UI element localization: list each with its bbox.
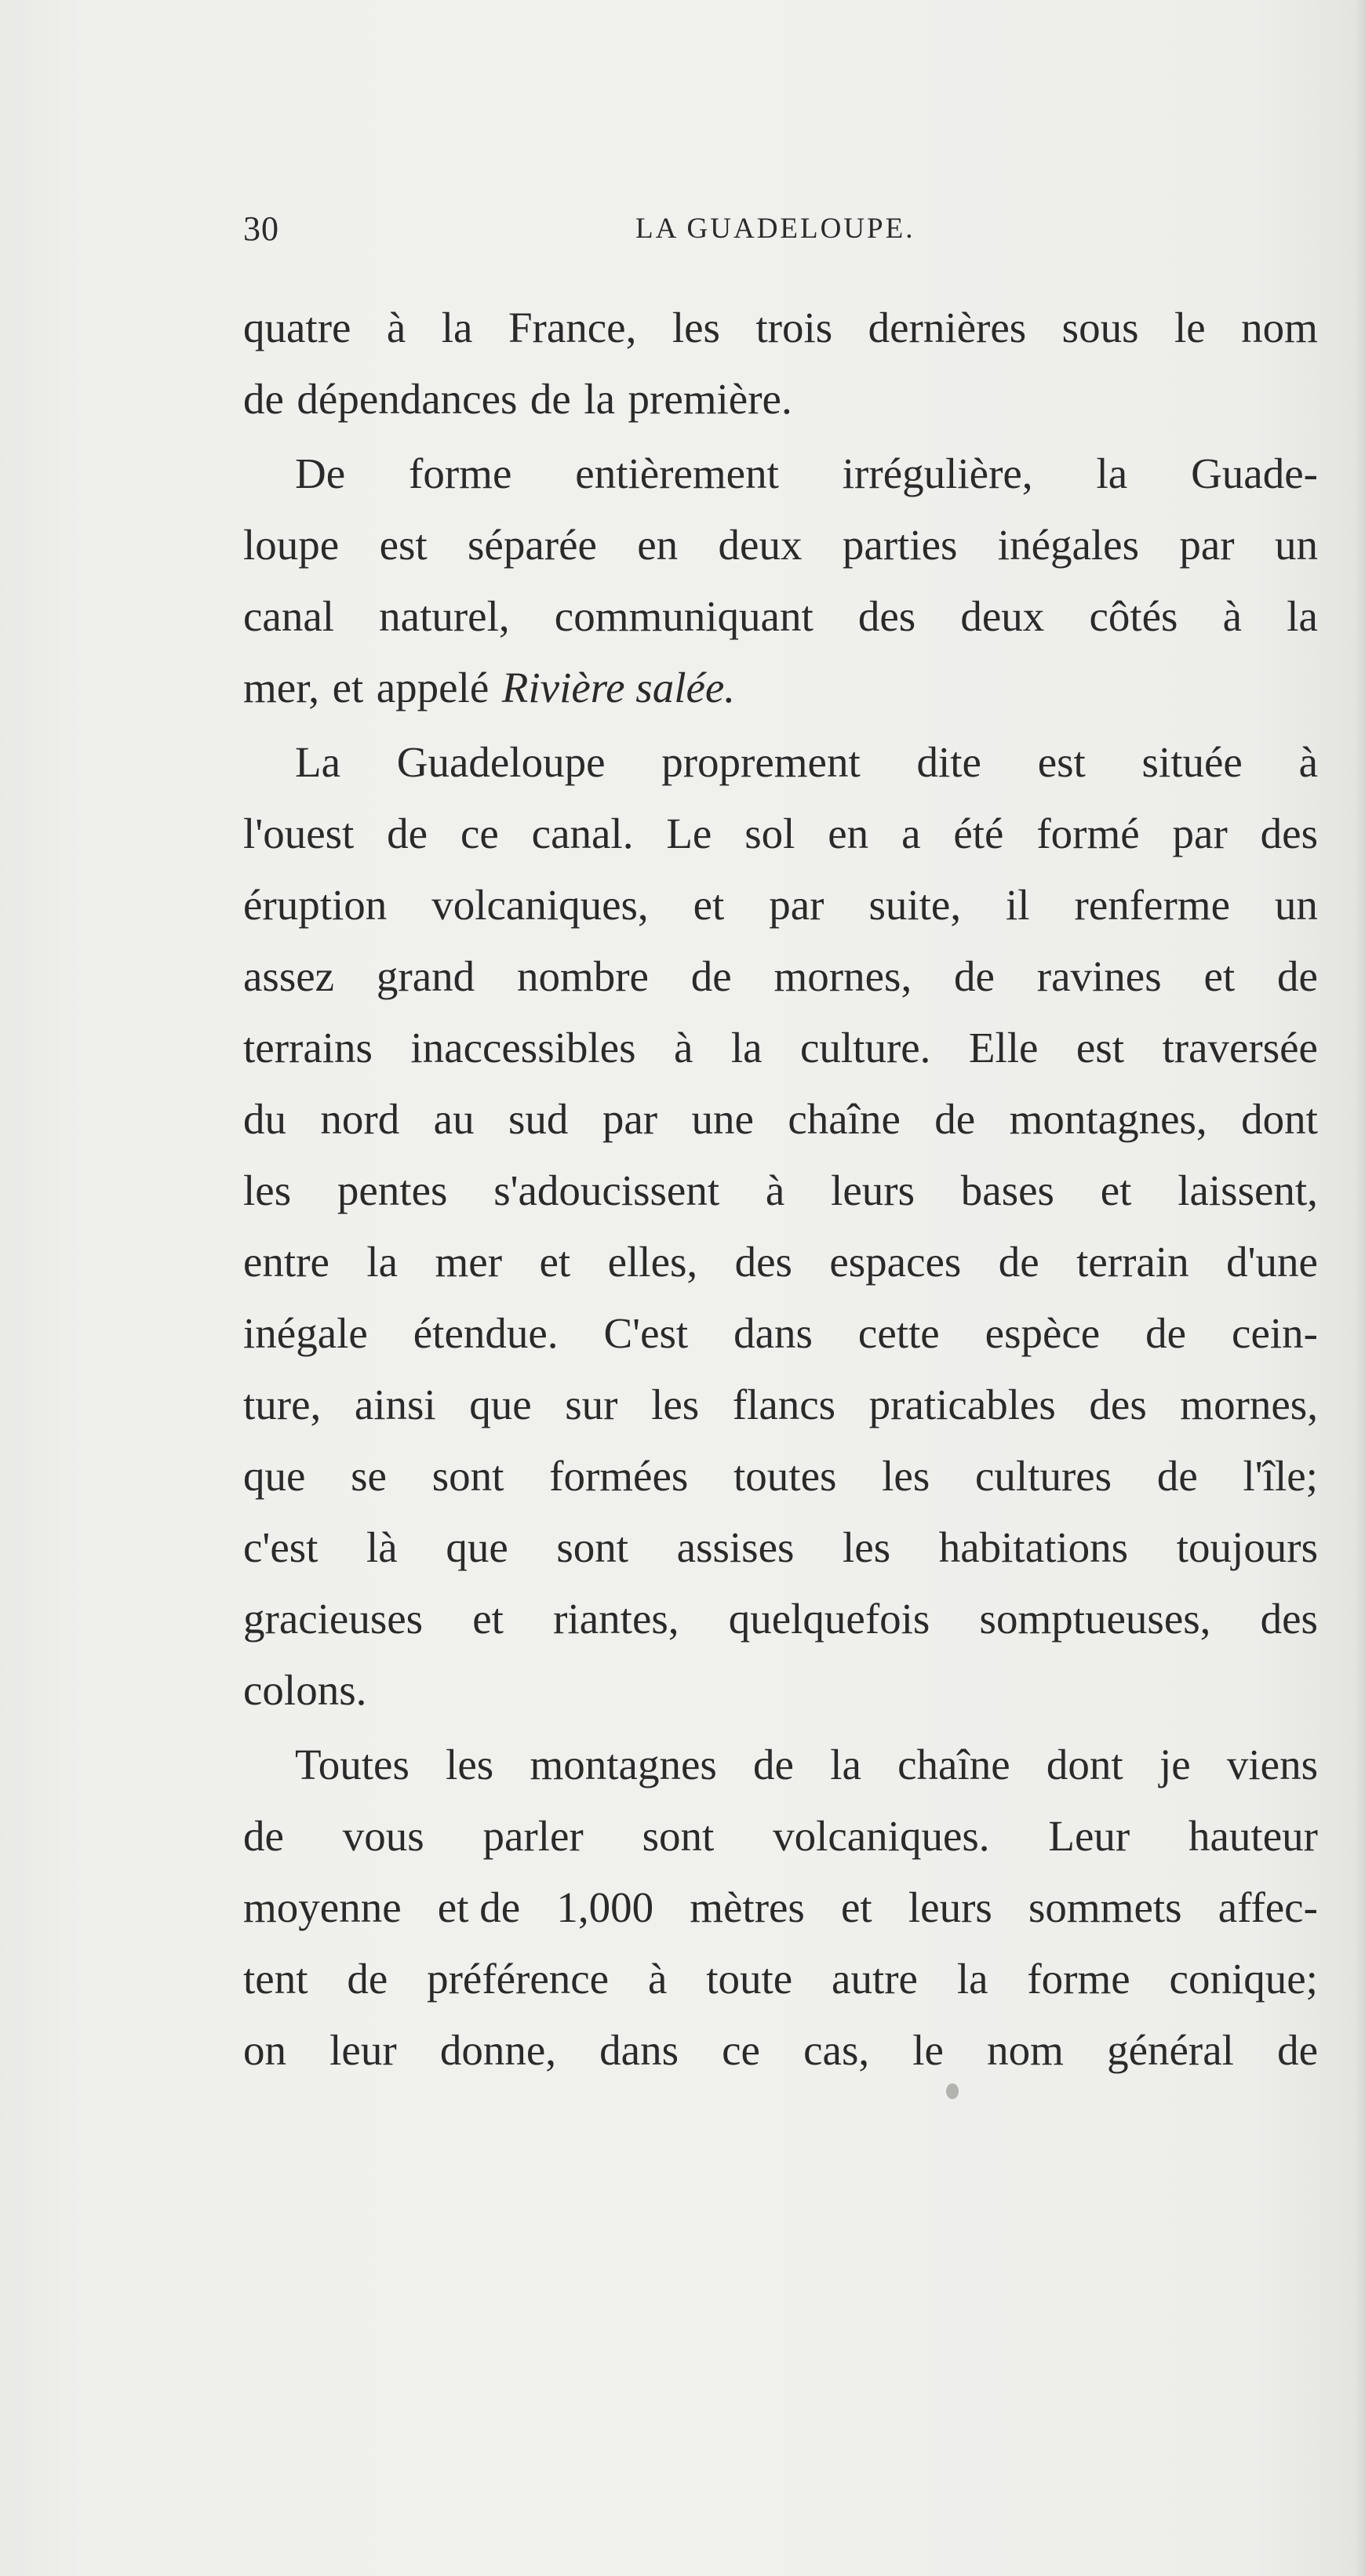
text-line — [243, 1083, 1318, 1155]
running-head — [243, 206, 1318, 253]
word: de — [934, 1095, 976, 1143]
word: il — [1006, 881, 1030, 929]
word: par — [602, 1095, 658, 1143]
word: dite — [916, 738, 981, 786]
text-line — [243, 1800, 1318, 1872]
word: leur — [329, 2026, 397, 2074]
word: sommets — [1028, 1883, 1182, 1931]
word: toujours — [1176, 1523, 1318, 1571]
word: été — [953, 810, 1004, 857]
word: assez — [243, 952, 335, 1000]
word: mer — [435, 1238, 503, 1286]
word: toutes — [733, 1452, 837, 1500]
word: nombre — [516, 952, 649, 1000]
word: habitations — [938, 1523, 1129, 1571]
word: inégale — [243, 1309, 368, 1357]
word: a — [901, 810, 921, 857]
word: de — [243, 375, 284, 423]
word: volcaniques. — [773, 1812, 990, 1860]
text-line — [243, 1872, 1318, 1943]
word: trois — [755, 304, 833, 351]
word: de — [690, 952, 732, 1000]
word: autre — [832, 1955, 918, 2003]
page-number: 30 — [243, 209, 279, 248]
word: volcaniques, — [431, 881, 649, 929]
word: les — [651, 1381, 700, 1428]
word: leurs — [831, 1166, 915, 1214]
word: le — [1174, 304, 1206, 351]
word: praticables — [868, 1381, 1056, 1428]
word: là — [366, 1523, 398, 1571]
word: naturel, — [379, 592, 510, 640]
word: la — [830, 1741, 861, 1788]
word: proprement — [661, 738, 861, 786]
word: sud — [508, 1095, 569, 1143]
word: donne, — [439, 2026, 556, 2074]
word: et — [693, 881, 725, 929]
word: espèce — [985, 1309, 1101, 1357]
text-line — [243, 652, 1318, 723]
word: suite, — [868, 881, 962, 929]
word: par — [1172, 810, 1228, 857]
word: de — [1156, 1452, 1198, 1500]
word: la — [1096, 449, 1128, 497]
word: Guade- — [1191, 449, 1318, 497]
word: l'île; — [1243, 1452, 1318, 1500]
text-line — [243, 869, 1318, 941]
word: à — [765, 1166, 785, 1214]
word: quelquefois — [728, 1595, 930, 1643]
text-line — [243, 1226, 1318, 1297]
text-line — [243, 363, 1318, 435]
text-line — [243, 292, 1318, 363]
word: sur — [565, 1381, 618, 1428]
word: la — [956, 1955, 988, 2003]
text-line — [243, 2014, 1318, 2086]
running-title: LA GUADELOUPE. — [635, 213, 915, 245]
word: à — [386, 304, 406, 351]
word: grand — [376, 952, 475, 1000]
word: ce — [460, 810, 499, 857]
word: est — [379, 521, 428, 569]
word: et — [841, 1883, 872, 1931]
word: colons. — [243, 1666, 367, 1714]
word: mornes, — [1180, 1381, 1318, 1428]
word: La — [295, 738, 341, 786]
word: sont — [556, 1523, 629, 1571]
word: flancs — [732, 1381, 836, 1428]
word: parler — [482, 1812, 584, 1860]
word: renferme — [1074, 881, 1230, 929]
word: séparée — [468, 521, 597, 569]
text-line — [243, 941, 1318, 1012]
word: en — [637, 521, 679, 569]
word: leurs — [908, 1883, 992, 1931]
word: 1,000 — [556, 1883, 654, 1931]
word: formées — [549, 1452, 689, 1500]
word: dépendances — [297, 375, 518, 423]
word: par — [1179, 521, 1235, 569]
word: dernières — [868, 304, 1027, 351]
word: de — [243, 1812, 284, 1860]
word: une — [691, 1095, 754, 1143]
word: chaîne — [788, 1095, 901, 1143]
word: les — [446, 1741, 494, 1788]
text-line — [243, 1297, 1318, 1369]
word: à — [1222, 592, 1243, 640]
word: des — [1260, 1595, 1318, 1643]
word: terrains — [243, 1024, 373, 1072]
word: du — [243, 1095, 286, 1143]
word: communiquant — [554, 592, 814, 640]
word: côtés — [1089, 592, 1178, 640]
text-line — [243, 580, 1318, 652]
word: canal — [243, 592, 335, 640]
text-line — [243, 509, 1318, 580]
word: de — [998, 1238, 1039, 1286]
word: laissent, — [1178, 1166, 1318, 1214]
word: cas, — [803, 2026, 870, 2074]
text-line — [243, 438, 1318, 509]
word: montagnes, — [1009, 1095, 1207, 1143]
word: la — [1287, 592, 1318, 640]
word: C'est — [603, 1309, 689, 1357]
word: préférence — [427, 1955, 610, 2003]
ink-speck — [946, 2083, 959, 2099]
word: à — [1298, 738, 1318, 786]
text-line — [243, 1155, 1318, 1226]
italic-term: Rivière salée. — [501, 664, 736, 711]
word: et de — [437, 1883, 521, 1931]
word: et — [332, 664, 364, 711]
word: et — [472, 1595, 504, 1643]
word: des — [734, 1238, 792, 1286]
word: est — [1076, 1024, 1125, 1072]
word: riantes, — [553, 1595, 679, 1643]
word: de — [347, 1955, 388, 2003]
word: Guadeloupe — [396, 738, 606, 786]
word: entièrement — [575, 449, 779, 497]
word: et — [1100, 1166, 1132, 1214]
word: chaîne — [897, 1741, 1010, 1788]
word: somptueuses, — [979, 1595, 1211, 1643]
word: s'adoucissent — [493, 1166, 720, 1214]
word: se — [351, 1452, 387, 1500]
word: la — [584, 375, 616, 423]
text-line — [243, 1512, 1318, 1583]
word: des — [857, 592, 916, 640]
word: hauteur — [1188, 1812, 1318, 1860]
word: cultures — [974, 1452, 1112, 1500]
word: nom — [1241, 304, 1318, 351]
word: les — [243, 1166, 292, 1214]
word: de — [1276, 952, 1318, 1000]
text-line — [243, 1654, 1318, 1726]
word: dont — [1046, 1741, 1123, 1788]
word: sol — [744, 810, 795, 857]
word: traversée — [1162, 1024, 1318, 1072]
word: en — [828, 810, 869, 857]
text-line — [243, 1369, 1318, 1440]
word: entre — [243, 1238, 329, 1286]
word: montagnes — [530, 1741, 717, 1788]
word: par — [769, 881, 824, 929]
word: bases — [960, 1166, 1054, 1214]
word: irrégulière, — [842, 449, 1033, 497]
text-line — [243, 1729, 1318, 1800]
word: située — [1141, 738, 1243, 786]
word: moyenne — [243, 1883, 402, 1931]
word: cette — [857, 1309, 940, 1357]
word: inégales — [997, 521, 1139, 569]
word: terrain — [1076, 1238, 1189, 1286]
word: la — [441, 304, 473, 351]
word: au — [433, 1095, 475, 1143]
word: nord — [320, 1095, 400, 1143]
page-edge-shadow — [1354, 0, 1365, 2576]
word: et — [539, 1238, 571, 1286]
word: dont — [1241, 1095, 1318, 1143]
word: mornes, — [774, 952, 912, 1000]
word: des — [1089, 1381, 1147, 1428]
word: c'est — [243, 1523, 318, 1571]
word: éruption — [243, 881, 388, 929]
word: que — [469, 1381, 532, 1428]
word: parties — [842, 521, 958, 569]
word: ture, — [243, 1381, 322, 1428]
text-line — [243, 798, 1318, 869]
word: loupe — [243, 521, 340, 569]
word: deux — [718, 521, 803, 569]
word: la — [730, 1024, 763, 1072]
word: la — [366, 1238, 399, 1286]
word: tent — [243, 1955, 308, 2003]
text-line — [243, 1440, 1318, 1512]
word: quatre — [243, 304, 351, 351]
word: inaccessibles — [410, 1024, 636, 1072]
word: formé — [1036, 810, 1140, 857]
word: sous — [1061, 304, 1139, 351]
word: affec- — [1218, 1883, 1318, 1931]
text-line — [243, 1943, 1318, 2014]
word: Le — [666, 810, 712, 857]
word: elles, — [607, 1238, 698, 1286]
word: forme — [409, 449, 512, 497]
word: Elle — [968, 1024, 1039, 1072]
word: gracieuses — [243, 1595, 424, 1643]
word: ainsi — [354, 1381, 436, 1428]
word: un — [1274, 881, 1318, 929]
word: Toutes — [295, 1741, 410, 1788]
word: deux — [960, 592, 1045, 640]
word: à — [647, 1955, 668, 2003]
word: l'ouest — [243, 810, 355, 857]
word: est — [1037, 738, 1086, 786]
word: forme — [1027, 1955, 1130, 2003]
text-line — [243, 1583, 1318, 1654]
word: les — [672, 304, 720, 351]
word: et — [1203, 952, 1236, 1000]
word: Leur — [1048, 1812, 1130, 1860]
word: France, — [508, 304, 637, 351]
word: pentes — [337, 1166, 448, 1214]
word: que — [446, 1523, 508, 1571]
word: de — [954, 952, 995, 1000]
body-text — [243, 292, 1318, 2086]
word: ce — [722, 2026, 760, 2074]
word: sont — [431, 1452, 504, 1500]
word: un — [1274, 521, 1318, 569]
word: toute — [706, 1955, 793, 2003]
word: les — [843, 1523, 891, 1571]
word: assises — [676, 1523, 795, 1571]
word: mer, — [243, 664, 320, 711]
word: viens — [1226, 1741, 1318, 1788]
word: d'une — [1226, 1238, 1318, 1286]
word: de — [530, 375, 571, 423]
word: cein- — [1232, 1309, 1318, 1357]
word: espaces — [829, 1238, 962, 1286]
word: De — [295, 449, 346, 497]
word: je — [1159, 1741, 1191, 1788]
text-line — [243, 726, 1318, 798]
word: ravines — [1036, 952, 1162, 1000]
word: sont — [642, 1812, 715, 1860]
word: appelé — [376, 664, 490, 711]
word: de — [387, 810, 428, 857]
word: de — [753, 1741, 794, 1788]
word: on — [243, 2026, 286, 2074]
word: à — [673, 1024, 693, 1072]
word: première. — [628, 375, 792, 423]
word: les — [882, 1452, 930, 1500]
word: des — [1260, 810, 1318, 857]
word: que — [243, 1452, 306, 1500]
word: nom — [987, 2026, 1064, 2074]
word: conique; — [1169, 1955, 1318, 2003]
word: général — [1107, 2026, 1234, 2074]
word: de — [1277, 2026, 1318, 2074]
word: le — [912, 2026, 944, 2074]
word: dans — [599, 2026, 679, 2074]
word: étendue. — [413, 1309, 559, 1357]
word: vous — [342, 1812, 424, 1860]
word: de — [1145, 1309, 1187, 1357]
word: mètres — [690, 1883, 805, 1931]
text-line — [243, 1012, 1318, 1083]
word: canal. — [531, 810, 634, 857]
word: culture. — [799, 1024, 931, 1072]
word: dans — [733, 1309, 813, 1357]
